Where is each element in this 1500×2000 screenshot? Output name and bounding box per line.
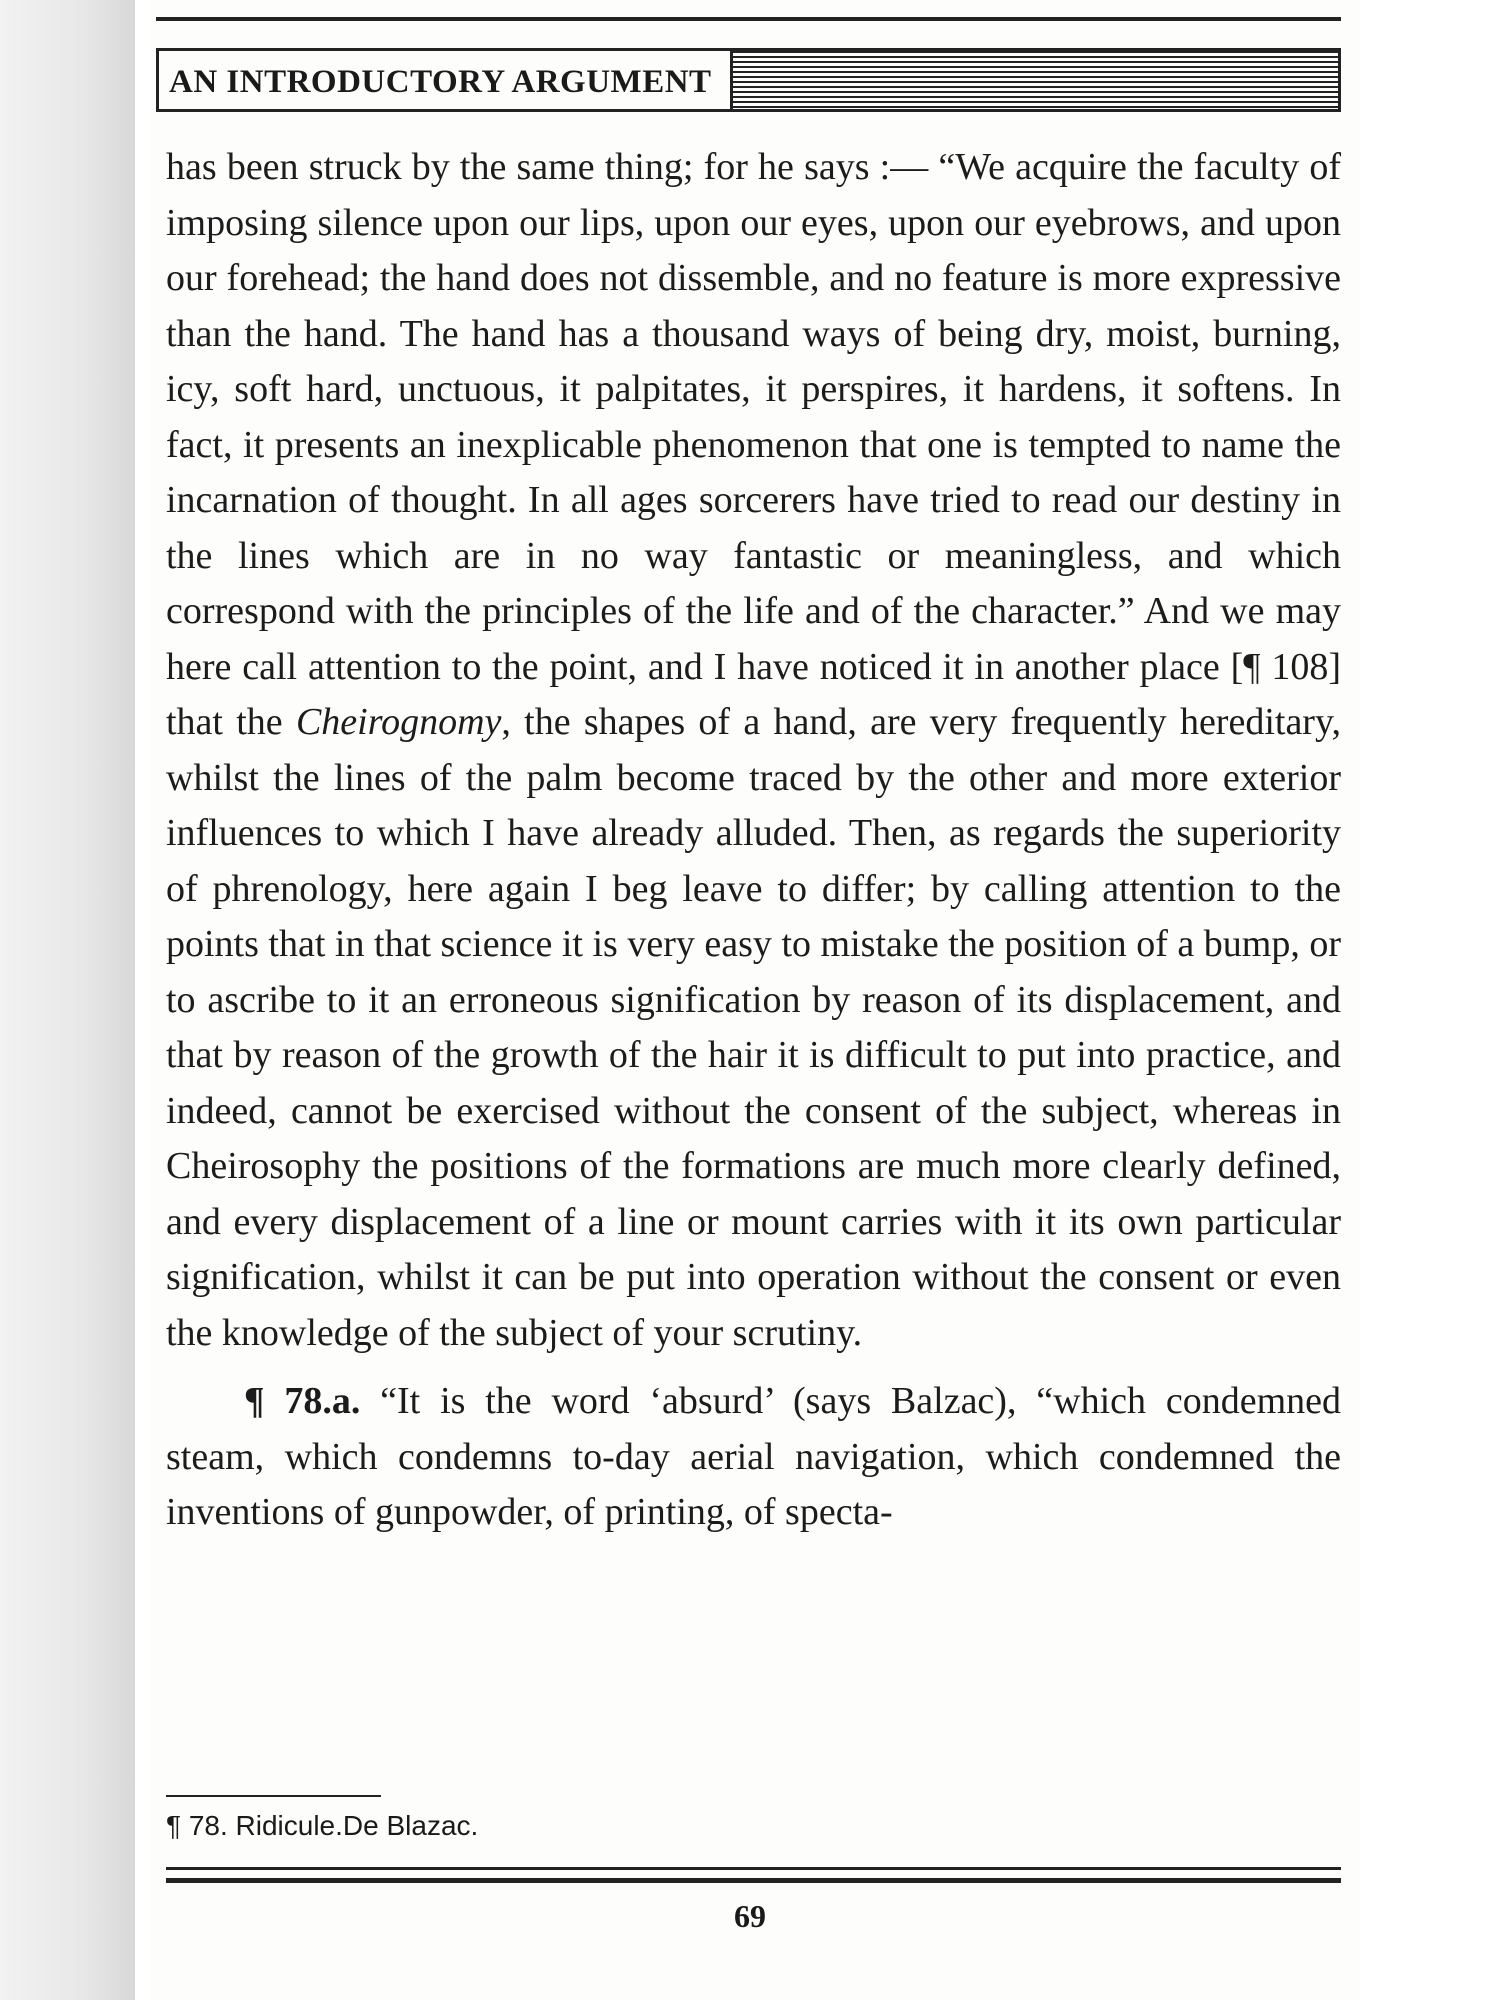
page-number: 69 (734, 1898, 766, 1934)
body-text (166, 140, 1341, 1541)
running-header-hatch (730, 48, 1341, 112)
binding-shadow (0, 0, 135, 2000)
paragraph-1-tail: , the shapes of a hand, are very frequently hereditary, whilst the lines of the palm become traced by the other and more exterior influences to which I have already alluded. Then, as regards the superiority of phrenology, here again I beg leave to differ; by calling attention to the points that in that science it is very easy to mistake the position of a bump, or to ascribe to it an erroneous signification by reason of its displacement, and that by reason of the growth of the hair it is difficult to put into practice, and indeed, cannot be exercised without the consent of the subject, whereas in Cheirosophy the positions of the formations are much more clearly defined, and every displacement of a line or mount carries with it its own particular signification, whilst it can be put into operation without the consent or even the knowledge of the subject of your scrutiny. (166, 701, 1341, 1354)
paragraph-2-text: “It is the word ‘absurd’ (says Balzac), “which condemned steam, which condemns to-day aerial navigation, which condemned the inventions of gunpowder, of printing, of specta- (166, 1380, 1341, 1533)
header-top-rule (156, 17, 1341, 21)
running-header-title: AN INTRODUCTORY ARGUMENT (156, 48, 730, 112)
paragraph-2 (166, 1374, 1341, 1541)
running-header (156, 48, 1341, 112)
paragraph-1-italic-term: Cheirognomy (295, 701, 502, 743)
footnote: ¶ 78. Ridicule.De Blazac. (166, 1810, 479, 1841)
paragraph-2-label: ¶ 78.a. (244, 1380, 361, 1422)
footnote-rule (166, 1795, 381, 1797)
footer-rule-thick (166, 1878, 1341, 1883)
paragraph-1 (166, 140, 1341, 1361)
paragraph-1-text: has been struck by the same thing; for he says :— “We acquire the faculty of imposing silence upon our lips, upon our eyes, upon our eyebrows, and upon our forehead; the hand does not dissemble, and no feature is more expressive than the hand. The hand has a thousand ways of being dry, moist, burning, icy, soft hard, unctuous, it palpitates, it perspires, it hardens, it softens. In fact, it presents an inexplicable phenomenon that one is tempted to name the incarnation of thought. In all ages sorcerers have tried to read our destiny in the lines which are in no way fantastic or meaningless, and which correspond with the principles of the life and of the character.” And we may here call attention to the point, and I have noticed it in another place [¶ 108] that the (166, 146, 1341, 743)
footer-rule-thin (166, 1867, 1341, 1870)
